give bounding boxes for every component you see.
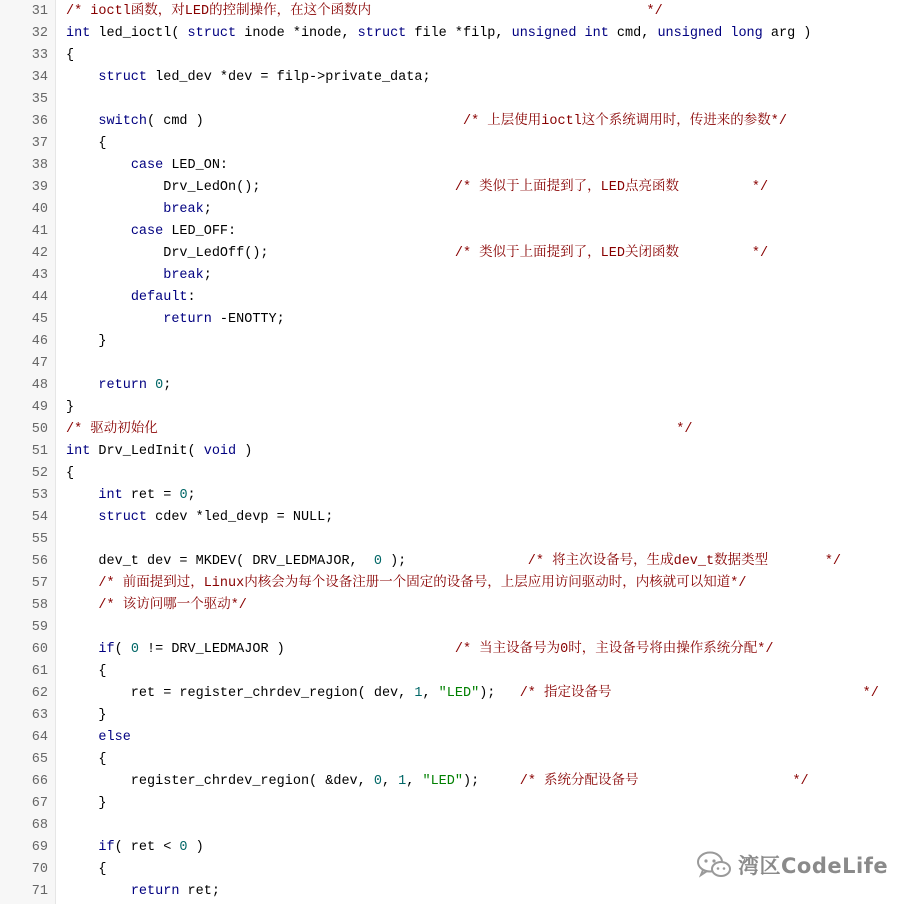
watermark-text: 湾区CodeLife (738, 854, 889, 878)
line-number: 33 (31, 48, 48, 63)
line-number: 64 (31, 730, 48, 745)
code-text (66, 45, 74, 67)
code-text (66, 551, 841, 573)
string-token: "LED" (438, 686, 480, 701)
line-number: 44 (31, 290, 48, 305)
code-token: led_dev *dev = filp->private_data; (147, 70, 431, 85)
code-token: register_chrdev_region( &dev, (66, 774, 374, 789)
comment-token: /* 上层使用ioctl这个系统调用时，传进来的参数*/ (462, 114, 787, 129)
code-line (0, 155, 904, 177)
line-number: 32 (31, 26, 48, 41)
code-token: ); (463, 774, 520, 789)
code-token: , (422, 686, 439, 701)
keyword-token: int (98, 488, 123, 503)
code-line (0, 705, 904, 727)
line-number: 54 (31, 510, 48, 525)
number-token: 0 (155, 378, 164, 393)
line-number: 45 (31, 312, 48, 327)
keyword-token: if (98, 642, 115, 657)
code-text (66, 441, 252, 463)
code-token (66, 730, 98, 745)
code-token: cmd, (608, 26, 658, 41)
code-text (66, 265, 212, 287)
line-number: 52 (31, 466, 48, 481)
code-text (66, 705, 107, 727)
keyword-token: break (163, 268, 204, 283)
code-text (66, 331, 107, 353)
code-text (66, 485, 196, 507)
code-token: LED_ON: (163, 158, 229, 173)
code-token: ( ret < (114, 840, 180, 855)
line-number: 61 (31, 664, 48, 679)
line-number: 51 (31, 444, 48, 459)
code-line (0, 1, 904, 23)
line-number: 38 (31, 158, 48, 173)
keyword-token: return (98, 378, 148, 393)
code-line (0, 67, 904, 89)
code-line (0, 287, 904, 309)
code-token: { (66, 136, 107, 151)
code-line (0, 507, 904, 529)
line-number: 34 (31, 70, 48, 85)
line-number: 59 (31, 620, 48, 635)
code-token (66, 114, 98, 129)
keyword-token: int (66, 26, 91, 41)
comment-token: /* 系统分配设备号 */ (519, 774, 809, 789)
code-token (66, 510, 98, 525)
code-line (0, 397, 904, 419)
line-number: 60 (31, 642, 48, 657)
keyword-token: struct (357, 26, 407, 41)
line-number: 65 (31, 752, 48, 767)
code-text (66, 683, 879, 705)
code-token: , (381, 774, 399, 789)
line-number: 69 (31, 840, 48, 855)
keyword-token: unsigned int (511, 26, 609, 41)
code-text (66, 133, 107, 155)
code-token: Drv_LedOn(); (66, 180, 455, 195)
code-token: dev_t dev = MKDEV( DRV_LEDMAJOR, (66, 554, 374, 569)
code-token: inode *inode, (236, 26, 358, 41)
code-token: Drv_LedInit( (90, 444, 204, 459)
code-token (66, 158, 131, 173)
line-number: 46 (31, 334, 48, 349)
line-number: 35 (31, 92, 48, 107)
code-line (0, 485, 904, 507)
code-line (0, 815, 904, 837)
line-number: 57 (31, 576, 48, 591)
code-token: { (66, 48, 75, 63)
code-token (66, 268, 163, 283)
code-token: ret; (179, 884, 220, 899)
keyword-token: switch (98, 114, 148, 129)
code-token (66, 576, 98, 591)
code-line (0, 617, 904, 639)
line-number: 41 (31, 224, 48, 239)
code-token: arg ) (762, 26, 812, 41)
code-token: } (66, 334, 107, 349)
code-token (66, 70, 98, 85)
code-text (66, 749, 107, 771)
code-token (66, 598, 98, 613)
code-token: , (406, 774, 423, 789)
code-text (66, 177, 768, 199)
code-token: ) (236, 444, 253, 459)
code-text (66, 837, 204, 859)
code-text (66, 661, 107, 683)
code-line (0, 111, 904, 133)
line-number: 36 (31, 114, 48, 129)
number-token: 1 (414, 686, 423, 701)
comment-token: /* ioctl函数，对LED的控制操作，在这个函数内 */ (66, 4, 663, 19)
keyword-token: struct (98, 510, 148, 525)
code-text (66, 67, 431, 89)
keyword-token: return (130, 884, 180, 899)
code-line (0, 529, 904, 551)
code-line (0, 639, 904, 661)
code-token (66, 202, 163, 217)
code-token: ; (187, 488, 196, 503)
code-token: ) (187, 840, 204, 855)
code-text (66, 1, 663, 23)
code-token: ret = register_chrdev_region( dev, (66, 686, 415, 701)
number-token: 0 (179, 488, 188, 503)
code-text (66, 793, 107, 815)
code-token (66, 884, 131, 899)
code-line (0, 89, 904, 111)
comment-token: /* 类似于上面提到了，LED关闭函数 */ (454, 246, 769, 261)
keyword-token: struct (187, 26, 237, 41)
code-token: ( (114, 642, 131, 657)
code-token: ret = (122, 488, 180, 503)
line-number: 40 (31, 202, 48, 217)
number-token: 0 (373, 554, 382, 569)
code-token: { (66, 862, 107, 877)
code-token (66, 840, 98, 855)
code-token: { (66, 664, 107, 679)
code-text (66, 595, 247, 617)
code-token: } (66, 796, 107, 811)
code-text (66, 507, 333, 529)
comment-token: /* 将主次设备号，生成dev_t数据类型 */ (527, 554, 842, 569)
code-line (0, 661, 904, 683)
code-text (66, 287, 196, 309)
code-line (0, 177, 904, 199)
code-text (66, 727, 131, 749)
keyword-token: unsigned long (657, 26, 763, 41)
line-number: 58 (31, 598, 48, 613)
code-text (66, 419, 693, 441)
comment-token: /* 该访问哪一个驱动*/ (98, 598, 247, 613)
code-line (0, 133, 904, 155)
code-text (66, 309, 285, 331)
line-number: 66 (31, 774, 48, 789)
watermark (696, 848, 888, 882)
code-token: { (66, 466, 75, 481)
line-number: 37 (31, 136, 48, 151)
code-token: ); (479, 686, 520, 701)
line-number: 56 (31, 554, 48, 569)
line-number: 67 (31, 796, 48, 811)
number-token: 0 (130, 642, 139, 657)
code-line (0, 551, 904, 573)
code-token (66, 488, 98, 503)
code-line (0, 683, 904, 705)
code-token: ; (163, 378, 172, 393)
keyword-token: default (130, 290, 188, 305)
code-line (0, 881, 904, 903)
code-token: { (66, 752, 107, 767)
code-token: file *filp, (406, 26, 512, 41)
keyword-token: return (163, 312, 212, 327)
line-number: 39 (31, 180, 48, 195)
code-token (66, 378, 98, 393)
code-line (0, 441, 904, 463)
code-token: ( cmd ) (147, 114, 463, 129)
comment-token: /* 当主设备号为0时，主设备号将由操作系统分配*/ (454, 642, 774, 657)
comment-token: /* 指定设备号 */ (519, 686, 879, 701)
code-line (0, 771, 904, 793)
code-token: -ENOTTY; (211, 312, 285, 327)
code-line (0, 595, 904, 617)
code-token (66, 290, 131, 305)
code-line (0, 375, 904, 397)
code-text (66, 463, 74, 485)
line-number: 42 (31, 246, 48, 261)
line-number: 68 (31, 818, 48, 833)
line-number: 70 (31, 862, 48, 877)
comment-token: /* 驱动初始化 */ (66, 422, 693, 437)
code-line (0, 353, 904, 375)
code-token (147, 378, 155, 393)
code-text (66, 639, 773, 661)
code-line (0, 309, 904, 331)
code-token: != DRV_LEDMAJOR ) (138, 642, 455, 657)
comment-token: /* 类似于上面提到了，LED点亮函数 */ (454, 180, 769, 195)
number-token: 0 (179, 840, 188, 855)
code-token: : (187, 290, 196, 305)
keyword-token: void (203, 444, 237, 459)
code-token: LED_OFF: (163, 224, 237, 239)
line-number: 48 (31, 378, 48, 393)
line-number: 62 (31, 686, 48, 701)
number-token: 0 (373, 774, 382, 789)
code-line (0, 793, 904, 815)
code-token (66, 312, 163, 327)
keyword-token: break (163, 202, 204, 217)
string-token: "LED" (422, 774, 463, 789)
code-line (0, 199, 904, 221)
code-line (0, 45, 904, 67)
code-text (66, 221, 236, 243)
code-token: } (66, 708, 107, 723)
code-token (66, 642, 98, 657)
code-line (0, 727, 904, 749)
code-line (0, 749, 904, 771)
code-line (0, 419, 904, 441)
code-text (66, 573, 746, 595)
line-number: 47 (31, 356, 48, 371)
code-token: ; (203, 202, 212, 217)
code-text (66, 859, 107, 881)
keyword-token: if (98, 840, 115, 855)
keyword-token: else (98, 730, 131, 745)
code-line (0, 573, 904, 595)
code-line (0, 331, 904, 353)
code-token: led_ioctl( (90, 26, 188, 41)
line-number: 50 (31, 422, 48, 437)
keyword-token: int (66, 444, 91, 459)
line-number: 71 (31, 884, 48, 899)
code-text (66, 155, 228, 177)
code-token: ; (203, 268, 212, 283)
code-line (0, 463, 904, 485)
keyword-token: struct (98, 70, 148, 85)
code-text (66, 771, 809, 793)
code-token: ); (381, 554, 528, 569)
code-text (66, 199, 212, 221)
code-token: Drv_LedOff(); (66, 246, 455, 261)
keyword-token: case (130, 158, 164, 173)
keyword-token: case (130, 224, 164, 239)
wechat-icon (696, 850, 732, 880)
code-text (66, 111, 787, 133)
line-number: 55 (31, 532, 48, 547)
number-token: 1 (398, 774, 407, 789)
code-token: } (66, 400, 75, 415)
code-text (66, 397, 74, 419)
code-line (0, 23, 904, 45)
code-line (0, 221, 904, 243)
line-number: 63 (31, 708, 48, 723)
comment-token: /* 前面提到过，Linux内核会为每个设备注册一个固定的设备号，上层应用访问驱动时，内核就可以知道*/ (98, 576, 747, 591)
line-number: 43 (31, 268, 48, 283)
code-line (0, 243, 904, 265)
code-text (66, 881, 220, 903)
line-number: 53 (31, 488, 48, 503)
code-token (66, 224, 131, 239)
code-token: cdev *led_devp = NULL; (147, 510, 334, 525)
line-number: 49 (31, 400, 48, 415)
code-line (0, 265, 904, 287)
line-number: 31 (31, 4, 48, 19)
code-text (66, 243, 768, 265)
code-text (66, 23, 811, 45)
code-text (66, 375, 171, 397)
